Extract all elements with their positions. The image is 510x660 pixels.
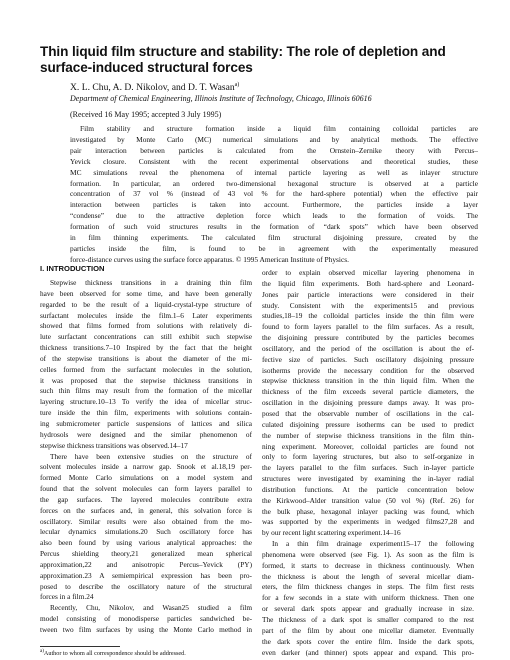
- abstract-line: force-distance curves using the surface force apparatus. © 1995 American Institute of Physics.: [70, 254, 349, 264]
- body-text-line: it was proposed that the stepwise thickness transitions in: [40, 375, 252, 385]
- body-text-line: layering structure.10–13 To verify the idea of micellar struc-: [40, 397, 252, 407]
- abstract-line: interaction between particles is taken into account. Furthermore, the particles inside a layer: [70, 200, 478, 210]
- body-text-line: was supported by the experiments in wedged films27,28 and: [262, 517, 474, 527]
- body-text-line: found that the solvent molecules can form layers parallel to: [40, 484, 252, 494]
- body-text-line: only to form layering structures, but also to self-organize in: [262, 452, 474, 462]
- body-text-line: posed that the observable number of oscillations in the cal-: [262, 408, 474, 418]
- body-text-line: by our recent light scattering experiment.14–16: [262, 528, 401, 538]
- footnote-rule: [40, 646, 120, 647]
- body-text-line: eters, the film thickness changes in steps. The film first rests: [262, 582, 474, 592]
- body-text-line: distribution functions. At the particle concentration below: [262, 484, 474, 494]
- body-text-line: the gap surfaces. The layered molecules contribute extra: [40, 494, 252, 504]
- body-text-line: for a few seconds in a state with uniform thickness. Then one: [262, 593, 474, 603]
- body-text-line: approximation.23 A semiempirical expression has been pro-: [40, 570, 252, 580]
- paper-title: Thin liquid film structure and stability: The role of depletion and surface-induced structural forces: [40, 44, 446, 75]
- body-text-line: Jones pair particle interactions were considered in their: [262, 289, 474, 299]
- abstract-line: investigated by Monte Carlo (MC) numerical simulations and by analytical methods. The effective: [70, 134, 478, 144]
- body-text-line: ing submicrometer particle suspensions of lattices and silica: [40, 418, 252, 428]
- body-text-line: lute surfactant concentrations can still exhibit such stepwise: [40, 332, 252, 342]
- body-text-line: study. Consistent with the experiments15 and previous: [262, 300, 474, 310]
- body-text-line: ture inside the thin film, experiments with solutions contain-: [40, 408, 252, 418]
- body-text-line: forces in a film.24: [40, 592, 94, 602]
- body-text-line: culated disjoining pressure isotherms can be used to predict: [262, 419, 474, 429]
- author-names: X. L. Chu, A. D. Nikolov, and D. T. Wasan: [70, 82, 235, 93]
- abstract-line: concentration of 37 vol % (instead of 43 vol % for the hard-sphere potential) when the effective pair: [70, 189, 478, 199]
- body-text-line: model consisting of monodisperse particles sandwiched be-: [40, 614, 252, 624]
- abstract-line: particles inside the film, is found to be in agreement with the experimentally measured: [70, 243, 478, 253]
- body-text-line: thickness of the film exceeds several particle diameters, the: [262, 387, 474, 397]
- body-text-line: structures were investigated by examining the in-layer radial: [262, 474, 474, 484]
- body-text-line: isotherms provide the necessary condition for the observed: [262, 365, 474, 375]
- body-text-line: the Kirkwood–Alder transition value (50 vol %) (Ref. 26) for: [262, 495, 474, 505]
- body-text-line: the layers parallel to the film surfaces. Such in-layer particle: [262, 463, 474, 473]
- body-text-line: In a thin film drainage experiment15–17 the following: [272, 539, 474, 549]
- body-text-line: fective size of particles. Such oscillatory disjoining pressure: [262, 354, 474, 364]
- body-text-line: the thickness is about the length of several micellar diam-: [262, 571, 474, 581]
- body-text-line: solvent molecules inside a narrow gap. Snook et al.18,19 per-: [40, 462, 252, 472]
- section-heading: I. INTRODUCTION: [40, 264, 105, 273]
- left-column: [40, 278, 252, 636]
- body-text-line: also been found by using various analytical approaches: the: [40, 538, 252, 548]
- author-list: [70, 82, 239, 93]
- abstract-line: formation of such void structures results in the formation of “dark spots” which have been observed: [70, 222, 478, 232]
- body-text-line: lecular dynamics simulations.20 Such oscillatory force has: [40, 527, 252, 537]
- body-text-line: oscillation in the disjoining pressure damps away. It was pro-: [262, 398, 474, 408]
- abstract-line: Film stability and structure formation inside a liquid film containing colloidal particles are: [80, 124, 478, 133]
- body-text-line: part of the film by about one micellar diameter. Eventually: [262, 625, 474, 635]
- affiliation: Department of Chemical Engineering, Illinois Institute of Technology, Chicago, Illinois 60616: [70, 94, 372, 103]
- body-text-line: the liquid film experiments. Both hard-sphere and Leonard-: [262, 278, 474, 288]
- body-text-line: There have been extensive studies on the structure of: [50, 451, 252, 461]
- body-text-line: the dark spots cover the entire film. Inside the dark spots,: [262, 636, 474, 646]
- author-footnote-mark: a): [234, 81, 240, 88]
- body-text-line: regarded to be the result of a liquid-crystal-type structure of: [40, 299, 252, 309]
- body-text-line: found to form layers parallel to the film surfaces. As a result,: [262, 322, 474, 332]
- abstract-line: in film thinning experiments. The calculated film structural disjoining pressure, created by the: [70, 233, 478, 243]
- body-text-line: stepwise thickness transition in the thin liquid film. When the: [262, 376, 474, 386]
- body-text-line: Percus shielding theory,21 generalized mean spherical: [40, 549, 252, 559]
- body-text-line: phenomena were observed (see Fig. 1). As soon as the film is: [262, 549, 474, 559]
- body-text-line: oscillatory. Similar results were also obtained from the mo-: [40, 516, 252, 526]
- body-text-line: formed, it starts to decrease in thickness continuously. When: [262, 560, 474, 570]
- body-text-line: surfactant molecules inside the film.1–6 Later experiments: [40, 310, 252, 320]
- body-text-line: ning experiment. Moreover, colloidal particles are found not: [262, 441, 474, 451]
- body-text-line: the bulk phase, hexagonal inlayer packing was found, which: [262, 506, 474, 516]
- abstract: [70, 124, 478, 266]
- abstract-line: pair interaction between particles is calculated from the Ornstein–Zernike theory with Percus–: [70, 145, 478, 155]
- right-column: [262, 268, 474, 658]
- body-text-line: thickness transitions.7–10 Inspired by the fact that the height: [40, 343, 252, 353]
- body-text-line: tween two film surfaces by using the Monte Carlo method in: [40, 625, 252, 634]
- body-text-line: Recently, Chu, Nikolov, and Wasan25 studied a film: [50, 603, 252, 613]
- body-text-line: formed Monte Carlo simulations on a model system and: [40, 473, 252, 483]
- body-text-line: celles formed from the surfactant molecules in the solution,: [40, 364, 252, 374]
- body-text-line: have been observed for some time, and have been generally: [40, 288, 252, 298]
- footnote: [40, 650, 186, 658]
- body-text-line: posed to describe the oscillatory nature of the structural: [40, 581, 252, 591]
- body-text-line: forces on the surfaces and, in general, this solvation force is: [40, 505, 252, 515]
- abstract-line: MC simulations reveal the phenomena of internal particle layering as well as inlayer structure: [70, 167, 478, 177]
- body-text-line: Stepwise thickness transitions in a draining thin film: [50, 278, 252, 287]
- footnote-text: Author to whom all correspondence should be addressed.: [43, 650, 186, 657]
- abstract-line: “condense” due to the attractive depletion force which leads to the formation of voids. The: [70, 211, 478, 221]
- body-text-line: even darker (and thinner) spots appear and expand. This pro-: [262, 647, 474, 657]
- body-text-line: such thin films may result from the formation of the micellar: [40, 386, 252, 396]
- body-text-line: the disjoining pressure contributed by the particles becomes: [262, 333, 474, 343]
- body-text-line: hydrosols were designed and the similar phenomenon of: [40, 429, 252, 439]
- footnote-mark: a): [40, 648, 44, 654]
- body-text-line: of the stepwise transitions is about the diameter of the mi-: [40, 353, 252, 363]
- body-text-line: approximation,22 and anisotropic Percus–Yevick (PY): [40, 559, 252, 569]
- body-text-line: order to explain observed micellar layering phenomena in: [262, 268, 474, 277]
- body-text-line: stepwise thickness transitions was observed.14–17: [40, 440, 188, 450]
- body-text-line: oscillatory, and the period of the oscillation is about the ef-: [262, 343, 474, 353]
- abstract-line: Yevick closure. Consistent with the recent experimental observations and theoretical studies, these: [70, 156, 478, 166]
- received-dates: (Received 16 May 1995; accepted 3 July 1995): [70, 110, 222, 119]
- body-text-line: showed that films formed from solutions with relatively di-: [40, 321, 252, 331]
- body-text-line: studies,18–19 the colloidal particles inside the thin film were: [262, 311, 474, 321]
- abstract-line: formation. In particular, an ordered two-dimensional hexagonal structure is observed at a particle: [70, 178, 478, 188]
- body-text-line: or several dark spots appear and gradually increase in size.: [262, 604, 474, 614]
- body-text-line: The thickness of a dark spot is smaller compared to the rest: [262, 615, 474, 624]
- body-text-line: the number of stepwise thickness transitions in the film thin-: [262, 430, 474, 440]
